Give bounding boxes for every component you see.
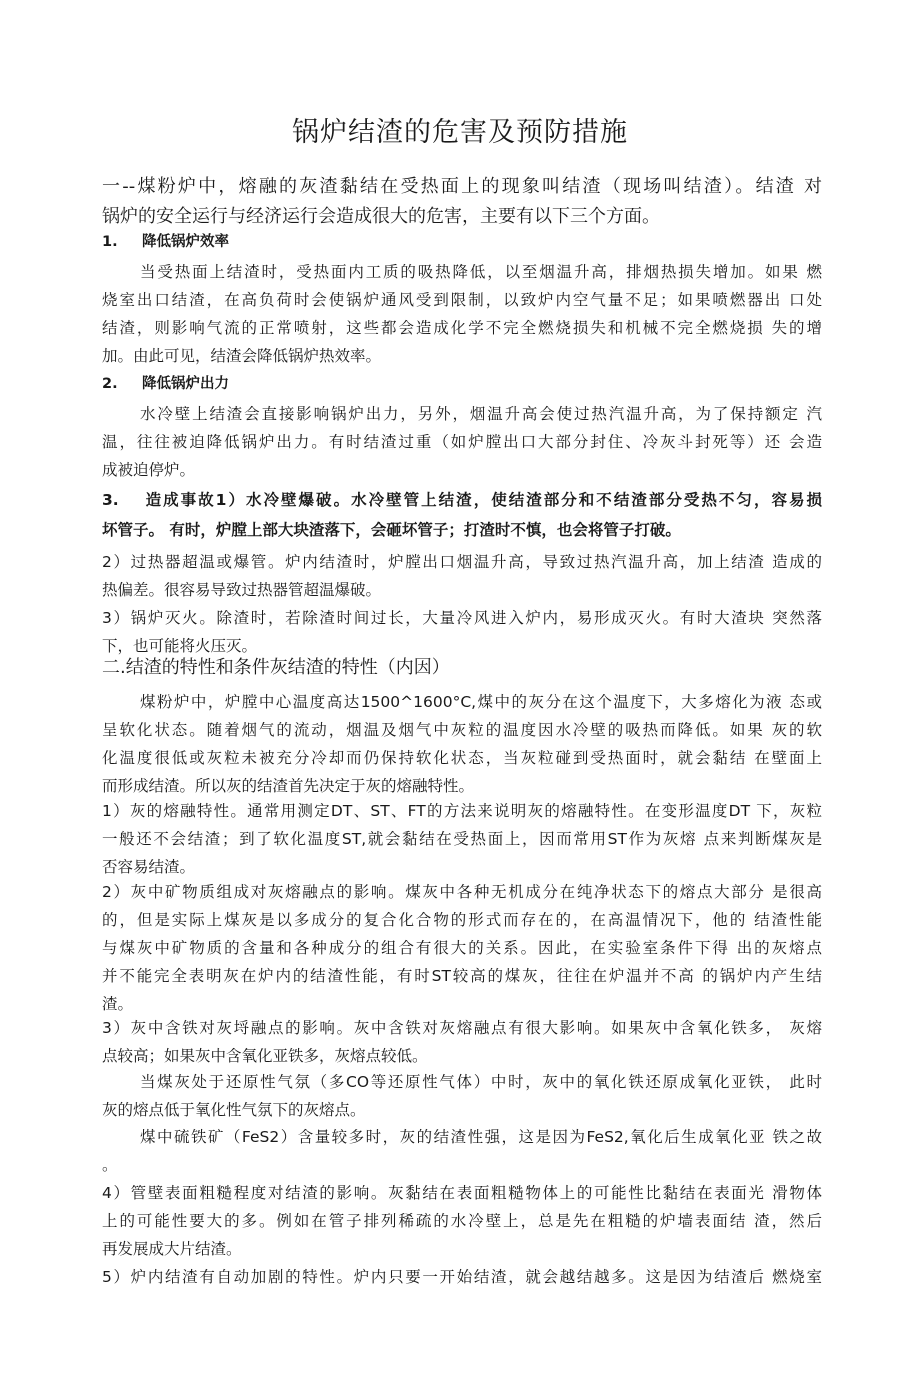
- heading-number: 1.: [102, 234, 118, 250]
- heading-text: 降低锅炉出力: [142, 376, 229, 392]
- text-line: 热偏差。很容易导致过热器管超温爆破。: [102, 581, 382, 599]
- section-heading-2: [102, 370, 822, 398]
- section-heading-1: [102, 228, 822, 256]
- text-line: 并不能完全表明灰在炉内的结渣性能，有时ST较高的煤灰，往往在炉温并不高 的锅炉内产生结: [102, 967, 822, 985]
- text-line: 3. 造成事故1）水冷壁爆破。水冷壁管上结渣，使结渣部分和不结渣部分受热不匀，容易损: [102, 491, 822, 509]
- heading-text: 降低锅炉效率: [142, 234, 229, 250]
- text-line: 成被迫停炉。: [102, 461, 196, 479]
- text-line: 的，但是实际上煤灰是以多成分的复合化合物的形式而存在的，在高温情况下，他的 结渣性能: [102, 911, 822, 929]
- text-line: 否容易结渣。: [102, 858, 196, 876]
- text-line: 烧室出口结渣，在高负荷时会使锅炉通风受到限制，以致炉内空气量不足；如果喷燃器出 口处: [102, 291, 822, 309]
- text-line: 水冷壁上结渣会直接影响锅炉出力，另外，烟温升高会使过热汽温升高，为了保持额定 汽: [140, 405, 822, 423]
- paragraph-pyrite: [102, 1123, 822, 1179]
- text-line: 1）灰的熔融特性。通常用测定DT、ST、FT的方法来说明灰的熔融特性。在变形温度DT 下，灰粒: [102, 802, 822, 820]
- paragraph-reducing: [102, 1068, 822, 1124]
- document-title: 锅炉结渣的危害及预防措施: [292, 117, 628, 148]
- text-line: 上的可能性要大的多。例如在管子排列稀疏的水冷壁上，总是先在粗糙的炉墙表面结 渣，然后: [102, 1212, 822, 1230]
- text-line: 锅炉的安全运行与经济运行会造成很大的危害，主要有以下三个方面。: [102, 206, 660, 227]
- paragraph-minerals: [102, 878, 822, 1018]
- intro-paragraph: [102, 172, 822, 232]
- paragraph-surface: [102, 1179, 822, 1291]
- text-line: 3）锅炉灭火。除渣时，若除渣时间过长，大量冷风进入炉内，易形成灭火。有时大渣块 突然落: [102, 609, 822, 627]
- paragraph-efficiency: [102, 258, 822, 370]
- text-line: 一--煤粉炉中，熔融的灰渣黏结在受热面上的现象叫结渣（现场叫结渣）。结渣 对: [102, 176, 822, 197]
- text-line: 坏管子。 有时，炉膛上部大块渣落下，会砸坏管子；打渣时不慎，也会将管子打破。: [102, 521, 681, 539]
- text-line: 而形成结渣。所以灰的结渣首先决定于灰的熔融特性。: [102, 777, 475, 795]
- text-line: 再发展成大片结渣。: [102, 1240, 242, 1258]
- text-line: 一般还不会结渣；到了软化温度ST,就会黏结在受热面上，因而常用ST作为灰熔 点来判断煤灰是: [102, 830, 822, 848]
- text-line: 点较高；如果灰中含氧化亚铁多，灰熔点较低。: [102, 1047, 428, 1065]
- text-line: 渣。: [102, 995, 134, 1013]
- text-line: 结渣，则影响气流的正常喷射，这些都会造成化学不完全燃烧损失和机械不完全燃烧损 失的增: [102, 319, 822, 337]
- text-line: 2）过热器超温或爆管。炉内结渣时，炉膛出口烟温升高，导致过热汽温升高，加上结渣 造成的: [102, 553, 822, 571]
- paragraph-iron: [102, 1014, 822, 1070]
- paragraph-accidents: [102, 548, 822, 660]
- text-line: 呈软化状态。随着烟气的流动，烟温及烟气中灰粒的温度因水冷壁的吸热而降低。如果 灰的软: [102, 721, 822, 739]
- section-title-2: 二.结渣的特性和条件灰结渣的特性（内因）: [102, 657, 450, 678]
- paragraph-melting: [102, 797, 822, 881]
- paragraph-output: [102, 400, 822, 484]
- text-line: 5）炉内结渣有自动加剧的特性。炉内只要一开始结渣，就会越结越多。这是因为结渣后 燃烧室: [102, 1268, 822, 1286]
- text-line: 化温度很低或灰粒未被充分冷却而仍保持软化状态，当灰粒碰到受热面时，就会黏结 在壁面上: [102, 749, 822, 767]
- text-line: 下，也可能将火压灭。: [102, 637, 258, 655]
- text-line: 与煤灰中矿物质的含量和各种成分的组合有很大的关系。因此，在实验室条件下得 出的灰熔点: [102, 939, 822, 957]
- text-line: 4）管壁表面粗糙程度对结渣的影响。灰黏结在表面粗糙物体上的可能性比黏结在表面光 滑物体: [102, 1184, 822, 1202]
- text-line: 灰的熔点低于氧化性气氛下的灰熔点。: [102, 1101, 366, 1119]
- paragraph-characteristics: [102, 688, 822, 800]
- text-line: 煤中硫铁矿（FeS2）含量较多时，灰的结渣性强，这是因为FeS2,氧化后生成氧化亚 铁之故: [140, 1128, 822, 1146]
- text-line: 当煤灰处于还原性气氛（多CO等还原性气体）中时，灰中的氧化铁还原成氧化亚铁， 此时: [140, 1073, 822, 1091]
- text-line: 。: [102, 1156, 118, 1174]
- text-line: 加。由此可见，结渣会降低锅炉热效率。: [102, 347, 382, 365]
- text-line: 3）灰中含铁对灰埒融点的影响。灰中含铁对灰熔融点有很大影响。如果灰中含氧化铁多， 灰熔: [102, 1019, 822, 1037]
- heading-number: 2.: [102, 376, 118, 392]
- text-line: 当受热面上结渣时，受热面内工质的吸热降低，以至烟温升高，排烟热损失增加。如果 燃: [140, 263, 822, 281]
- section-heading-3: [102, 485, 822, 545]
- text-line: 煤粉炉中，炉膛中心温度高达1500^1600°C,煤中的灰分在这个温度下，大多熔化为液 态或: [140, 693, 822, 711]
- text-line: 2）灰中矿物质组成对灰熔融点的影响。煤灰中各种无机成分在纯净状态下的熔点大部分 是很高: [102, 883, 822, 901]
- text-line: 温，往往被迫降低锅炉出力。有时结渣过重（如炉膛出口大部分封住、冷灰斗封死等）还 会造: [102, 433, 822, 451]
